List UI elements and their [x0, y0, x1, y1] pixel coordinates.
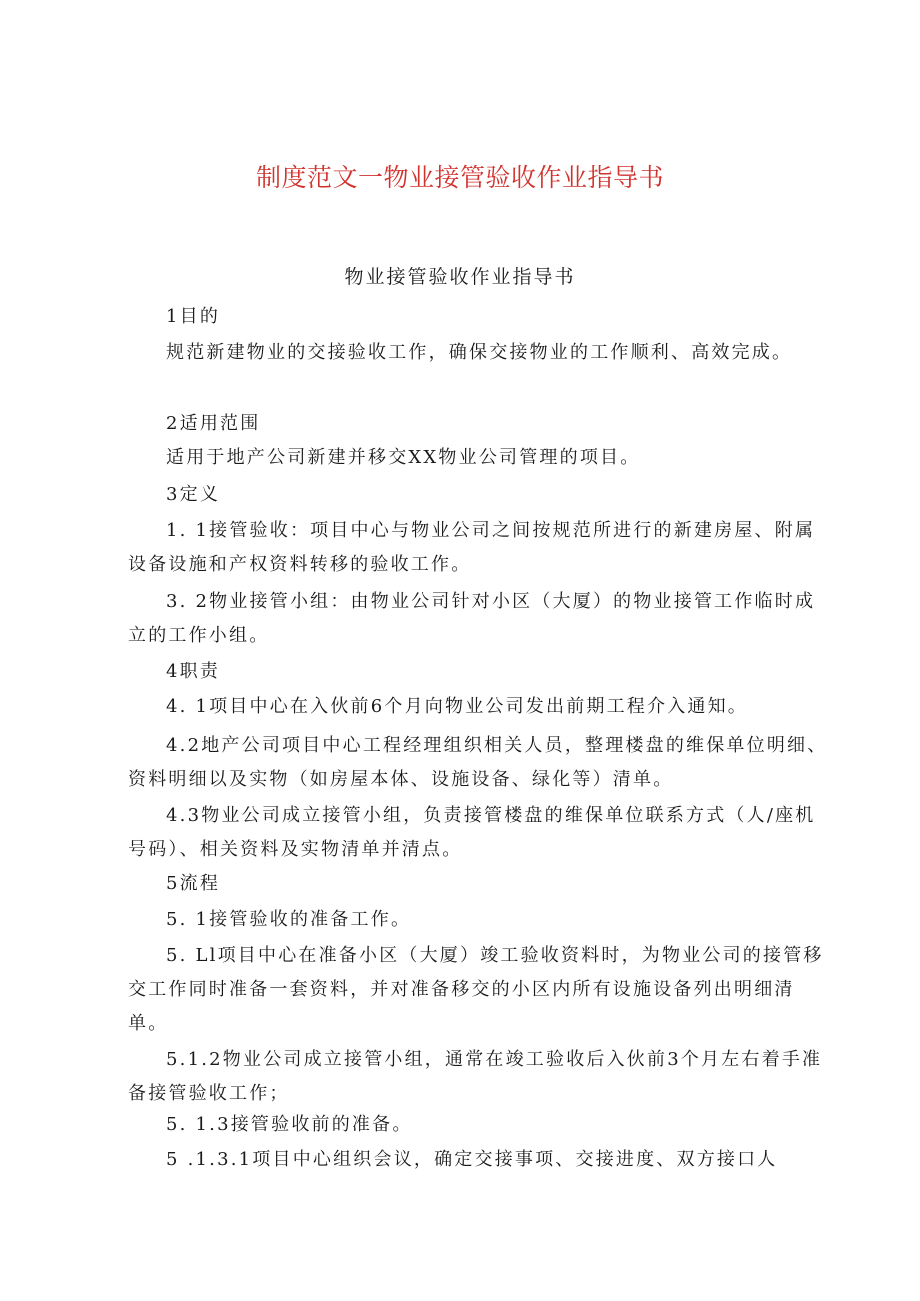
paragraph-definition-1: 1. 1接管验收：项目中心与物业公司之间按规范所进行的新建房屋、附属设备设施和产权资料转移的验收工作。: [128, 520, 816, 575]
section-heading-scope: 2适用范围: [166, 413, 261, 434]
section-heading-process: 5流程: [166, 873, 221, 894]
paragraph-duty-2: 4.2地产公司项目中心工程经理组织相关人员，整理楼盘的维保单位明细、资料明细以及实物（如房屋本体、设施设备、绿化等）清单。: [128, 735, 828, 790]
paragraph-process-1: 5. 1接管验收的准备工作。: [166, 909, 412, 930]
section-heading-duties: 4职责: [166, 661, 221, 682]
paragraph-process-1-3: 5. 1.3接管验收前的准备。: [166, 1114, 413, 1135]
paragraph-definition-2: 3. 2物业接管小组：由物业公司针对小区（大厦）的物业接管工作临时成立的工作小组。: [128, 591, 816, 646]
paragraph-purpose: 规范新建物业的交接验收工作，确保交接物业的工作顺利、高效完成。: [166, 342, 793, 363]
paragraph-process-1-1: 5. Ll项目中心在准备小区（大厦）竣工验收资料时，为物业公司的接管移交工作同时准备一套资料，并对准备移交的小区内所有设施设备列出明细清单。: [128, 945, 824, 1034]
paragraph-scope: 适用于地产公司新建并移交XX物业公司管理的项目。: [166, 447, 641, 468]
section-heading-purpose: 1目的: [166, 306, 221, 327]
paragraph-duty-3: 4.3物业公司成立接管小组，负责接管楼盘的维保单位联系方式（人/座机号码）、相关资料及实物清单并清点。: [128, 805, 816, 860]
section-heading-definitions: 3定义: [166, 484, 221, 505]
paragraph-duty-1: 4. 1项目中心在入伙前6个月向物业公司发出前期工程介入通知。: [166, 696, 748, 717]
paragraph-process-1-3-1: 5 .1.3.1项目中心组织会议，确定交接事项、交接进度、双方接口人: [166, 1149, 778, 1170]
document-title: 制度范文一物业接管验收作业指导书: [255, 163, 664, 192]
paragraph-process-1-2: 5.1.2物业公司成立接管小组，通常在竣工验收后入伙前3个月左右着手准备接管验收工作；: [128, 1049, 823, 1104]
document-subtitle: 物业接管验收作业指导书: [344, 266, 576, 288]
